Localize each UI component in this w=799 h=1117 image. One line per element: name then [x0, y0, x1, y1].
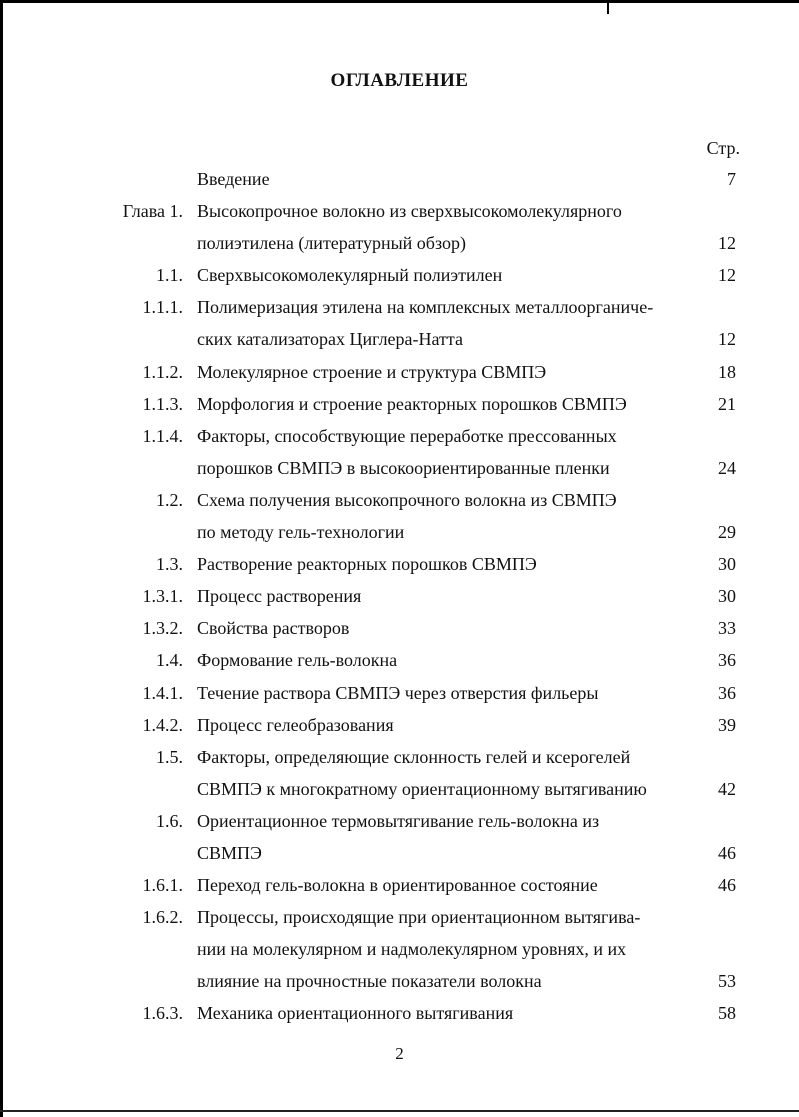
- toc-entry-number: 1.3.: [156, 554, 183, 575]
- toc-entry-page: 53: [718, 971, 736, 992]
- toc-entry-page: 36: [718, 650, 736, 671]
- toc-entry-line: [0, 388, 799, 420]
- toc-entry-text: Полимеризация этилена на комплексных металлоорганиче-: [197, 297, 654, 318]
- toc-entry-line: [0, 837, 799, 869]
- toc-entry-text: Процесс растворения: [197, 586, 362, 607]
- scan-border-bottom: [0, 1110, 799, 1112]
- toc-entry-text: Процессы, происходящие при ориентационном вытягива-: [197, 907, 641, 928]
- toc-entry-text: Введение: [197, 169, 270, 189]
- toc-entry-page: 12: [718, 329, 736, 350]
- toc-entry-text: полиэтилена (литературный обзор): [197, 233, 466, 254]
- toc-entry-line: [0, 163, 799, 195]
- page-column-label: Стр.: [706, 138, 740, 158]
- toc-entry-line: [0, 323, 799, 355]
- toc-entry-line: [0, 869, 799, 901]
- toc-entry-text: Механика ориентационного вытягивания: [197, 1003, 514, 1024]
- toc-entry-page: 36: [718, 682, 736, 703]
- toc-entry-page: 46: [718, 875, 736, 896]
- toc-title: ОГЛАВЛЕНИЕ: [330, 70, 469, 91]
- toc-entry-text: Течение раствора СВМПЭ через отверстия фильеры: [197, 682, 599, 703]
- toc-entry-text: ских катализаторах Циглера-Натта: [197, 329, 463, 350]
- toc-entry-text: СВМПЭ: [197, 842, 262, 863]
- toc-entry-line: [0, 997, 799, 1029]
- toc-entry-page: 42: [718, 778, 736, 799]
- toc-entry-text: СВМПЭ к многократному ориентационному вытягиванию: [197, 778, 647, 799]
- toc-entry-line: [0, 452, 799, 484]
- toc-entry-line: [0, 580, 799, 612]
- toc-entry-number: 1.1.1.: [142, 297, 183, 318]
- toc-entry-text: Факторы, определяющие склонность гелей и ксерогелей: [197, 746, 631, 767]
- toc-entry-page: 7: [727, 169, 736, 189]
- toc-entry-text: Высокопрочное волокно из сверхвысокомолекулярного: [197, 201, 622, 222]
- scan-border-tick: [607, 0, 609, 14]
- toc-entry-line: [0, 195, 799, 227]
- toc-entry-line: [0, 709, 799, 741]
- toc-entry-page: 30: [718, 586, 736, 607]
- toc-entry-page: 30: [718, 554, 736, 575]
- toc-entry-page: 39: [718, 714, 736, 735]
- toc-entry-number: 1.3.1.: [142, 586, 183, 607]
- toc-entry-number: 1.1.4.: [142, 425, 183, 446]
- toc-entry-line: [0, 612, 799, 644]
- toc-entry-text: Растворение реакторных порошков СВМПЭ: [197, 554, 537, 575]
- toc-entry-text: Формование гель-волокна: [197, 650, 398, 671]
- toc-entry-text: Процесс гелеобразования: [197, 714, 394, 735]
- toc-entry-page: 46: [718, 842, 736, 863]
- toc-entry-line: [0, 548, 799, 580]
- toc-entry-line: [0, 516, 799, 548]
- toc-entry-number: 1.1.: [156, 265, 183, 286]
- toc-entry-line: [0, 805, 799, 837]
- toc-entry-text: Свойства растворов: [197, 618, 350, 639]
- toc-entry-number: 1.1.3.: [142, 393, 183, 414]
- toc-entry-text: Морфология и строение реакторных порошков СВМПЭ: [197, 393, 627, 414]
- toc-entry-number: 1.5.: [156, 746, 183, 767]
- toc-entry-text: влияние на прочностные показатели волокна: [197, 971, 542, 992]
- toc-entry-line: [0, 901, 799, 933]
- toc-entry-number: 1.6.2.: [142, 907, 183, 928]
- toc-entry-line: [0, 741, 799, 773]
- toc-entry-line: [0, 965, 799, 997]
- toc-entry-text: Молекулярное строение и структура СВМПЭ: [197, 361, 547, 382]
- toc-entry-text: Факторы, способствующие переработке прессованных: [197, 425, 617, 446]
- toc-entry-page: 18: [718, 361, 736, 382]
- toc-entry-line: [0, 356, 799, 388]
- toc-entry-page: 21: [718, 393, 736, 414]
- toc-entry-line: [0, 291, 799, 323]
- toc-entry-number: 1.6.3.: [142, 1003, 183, 1024]
- toc-entry-page: 24: [718, 457, 736, 478]
- toc-entry-line: [0, 677, 799, 709]
- toc-entry-line: [0, 484, 799, 516]
- toc-entry-number: 1.2.: [156, 489, 183, 510]
- toc-entry-text: Переход гель-волокна в ориентированное состояние: [197, 875, 598, 896]
- scan-border-top: [0, 0, 799, 3]
- toc-entry-number: Глава 1.: [122, 201, 183, 222]
- toc-entry-line: [0, 773, 799, 805]
- toc-entry-number: 1.6.: [156, 810, 183, 831]
- toc-entry-text: Сверхвысокомолекулярный полиэтилен: [197, 265, 503, 286]
- toc-entry-line: [0, 420, 799, 452]
- toc-entry-number: 1.4.1.: [142, 682, 183, 703]
- toc-entry-line: [0, 644, 799, 676]
- table-of-contents: [0, 163, 799, 1030]
- toc-entry-text: порошков СВМПЭ в высокоориентированные пленки: [197, 457, 610, 478]
- toc-entry-text: по методу гель-технологии: [197, 522, 405, 543]
- toc-entry-page: 12: [718, 265, 736, 286]
- toc-entry-page: 58: [718, 1003, 736, 1024]
- toc-entry-number: 1.6.1.: [142, 875, 183, 896]
- toc-entry-line: [0, 227, 799, 259]
- toc-entry-number: 1.4.: [156, 650, 183, 671]
- toc-entry-text: Ориентационное термовытягивание гель-волокна из: [197, 810, 600, 831]
- toc-entry-number: 1.4.2.: [142, 714, 183, 735]
- page-number: 2: [395, 1044, 404, 1063]
- toc-entry-line: [0, 259, 799, 291]
- toc-entry-number: 1.3.2.: [142, 618, 183, 639]
- toc-entry-text: нии на молекулярном и надмолекулярном уровнях, и их: [197, 939, 627, 960]
- toc-entry-page: 33: [718, 618, 736, 639]
- toc-entry-number: 1.1.2.: [142, 361, 183, 382]
- toc-entry-page: 12: [718, 233, 736, 254]
- toc-entry-text: Схема получения высокопрочного волокна из СВМПЭ: [197, 489, 617, 510]
- toc-entry-line: [0, 933, 799, 965]
- toc-entry-page: 29: [718, 522, 736, 543]
